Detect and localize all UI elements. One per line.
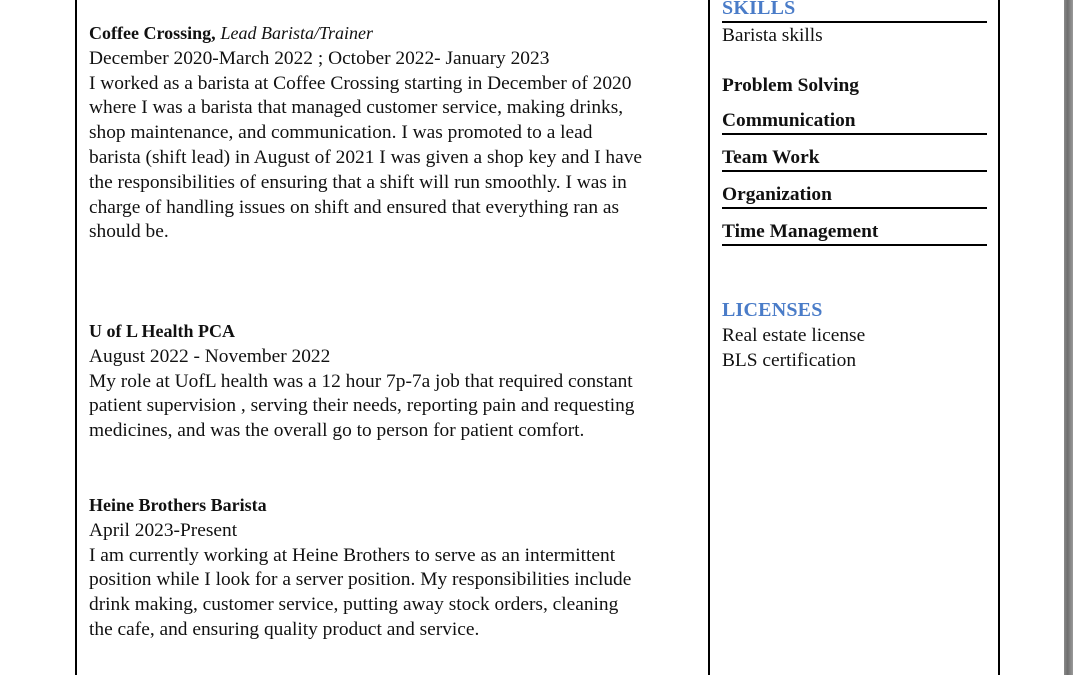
page-edge-shadow [1064,0,1073,675]
experience-entry-coffee-crossing [89,21,704,245]
skills-heading: SKILLS [722,0,796,19]
skill-rule [722,207,987,209]
skills-heading-rule [722,21,987,23]
skill-organization: Organization [722,184,832,205]
left-border-rule [75,0,77,675]
job-role: Lead Barista/Trainer [220,23,374,43]
license-item: Real estate license [722,325,866,346]
skills-intro: Barista skills [722,25,823,46]
job-title: Coffee Crossing, [89,23,216,43]
job-header [89,21,704,47]
job-description: My role at UofL health was a 12 hour 7p-7a job that required constant patient supervision , serving their needs, reporting pain and requesting medicines, and was the overall go to person for patient comfort. [89,370,635,442]
experience-entry-uofl-health [89,319,704,444]
skill-time-management: Time Management [722,221,879,242]
job-description: I worked as a barista at Coffee Crossing starting in December of 2020 where I was a barista that managed customer service, making drinks, shop maintenance, and communication. I was promoted to a lead barista (shift lead) in August of 2021 I was given a shop key and I have the responsibilities of ensuring that a shift will run smoothly. I was in charge of handling issues on shift and ensured that everything ran as should be. [89,72,643,243]
skill-problem-solving: Problem Solving [722,75,860,96]
skill-rule [722,244,987,246]
job-dates: April 2023-Present [89,519,238,541]
right-border-rule [998,0,1000,675]
license-item: BLS certification [722,350,857,371]
experience-entry-heine-brothers [89,493,704,643]
skill-rule [722,170,987,172]
job-dates: December 2020-March 2022 ; October 2022- January 2023 [89,47,550,69]
skill-communication: Communication [722,110,856,131]
licenses-heading: LICENSES [722,299,823,321]
job-header [89,493,704,519]
job-title: Heine Brothers Barista [89,495,267,515]
skill-rule [722,133,987,135]
column-divider-rule [708,0,710,675]
job-description: I am currently working at Heine Brothers to serve as an intermittent position while I look for a server position. My responsibilities include drink making, customer service, putting away stock orders, cleaning the cafe, and ensuring quality product and service. [89,544,632,640]
job-header [89,319,704,345]
job-title: U of L Health PCA [89,321,235,341]
skill-team-work: Team Work [722,147,820,168]
job-dates: August 2022 - November 2022 [89,345,331,367]
